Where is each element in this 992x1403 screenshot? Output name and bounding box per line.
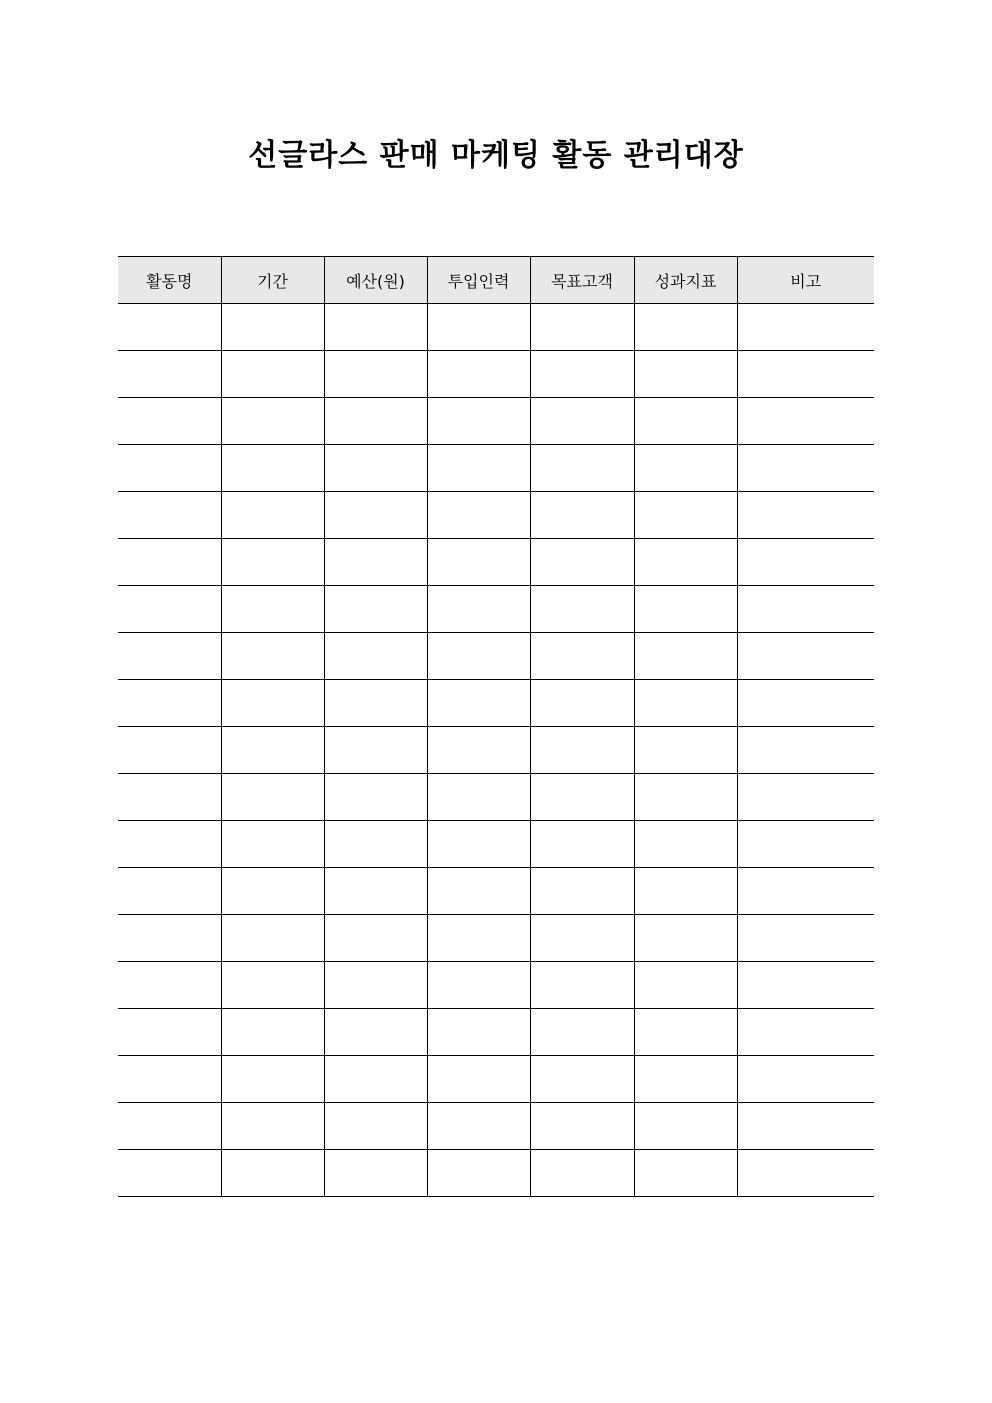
cell-activity-name[interactable] [118,680,221,727]
cell-staff[interactable] [427,1150,530,1197]
cell-budget[interactable] [324,915,427,962]
cell-activity-name[interactable] [118,1103,221,1150]
cell-period[interactable] [221,633,324,680]
cell-activity-name[interactable] [118,1009,221,1056]
cell-kpi[interactable] [634,633,737,680]
table-row [118,1056,874,1103]
table-row [118,1103,874,1150]
cell-target-customer[interactable] [530,445,634,492]
table-row [118,1009,874,1056]
activity-ledger-table [118,256,874,1197]
cell-target-customer[interactable] [530,633,634,680]
cell-period[interactable] [221,868,324,915]
cell-staff[interactable] [427,539,530,586]
table-row [118,821,874,868]
cell-budget[interactable] [324,774,427,821]
cell-activity-name[interactable] [118,304,221,351]
cell-kpi[interactable] [634,398,737,445]
cell-period[interactable] [221,727,324,774]
cell-budget[interactable] [324,445,427,492]
cell-budget[interactable] [324,539,427,586]
cell-staff[interactable] [427,351,530,398]
cell-remarks[interactable] [737,398,874,445]
cell-period[interactable] [221,915,324,962]
cell-staff[interactable] [427,586,530,633]
cell-budget[interactable] [324,633,427,680]
cell-period[interactable] [221,774,324,821]
cell-staff[interactable] [427,633,530,680]
header-period: 기간 [221,257,324,304]
cell-period[interactable] [221,304,324,351]
cell-staff[interactable] [427,821,530,868]
cell-activity-name[interactable] [118,962,221,1009]
cell-budget[interactable] [324,492,427,539]
cell-kpi[interactable] [634,586,737,633]
cell-activity-name[interactable] [118,821,221,868]
cell-staff[interactable] [427,915,530,962]
cell-target-customer[interactable] [530,304,634,351]
cell-period[interactable] [221,680,324,727]
cell-activity-name[interactable] [118,915,221,962]
cell-target-customer[interactable] [530,821,634,868]
cell-remarks[interactable] [737,1150,874,1197]
cell-activity-name[interactable] [118,868,221,915]
cell-activity-name[interactable] [118,1150,221,1197]
cell-remarks[interactable] [737,304,874,351]
cell-remarks[interactable] [737,868,874,915]
cell-period[interactable] [221,1103,324,1150]
cell-remarks[interactable] [737,445,874,492]
cell-remarks[interactable] [737,727,874,774]
cell-budget[interactable] [324,351,427,398]
header-activity-name: 활동명 [118,257,221,304]
table-row [118,633,874,680]
cell-remarks[interactable] [737,962,874,1009]
cell-kpi[interactable] [634,727,737,774]
cell-staff[interactable] [427,492,530,539]
cell-kpi[interactable] [634,539,737,586]
cell-target-customer[interactable] [530,727,634,774]
cell-activity-name[interactable] [118,633,221,680]
cell-target-customer[interactable] [530,1056,634,1103]
cell-budget[interactable] [324,304,427,351]
cell-budget[interactable] [324,398,427,445]
cell-activity-name[interactable] [118,539,221,586]
cell-staff[interactable] [427,868,530,915]
cell-kpi[interactable] [634,304,737,351]
cell-target-customer[interactable] [530,868,634,915]
cell-target-customer[interactable] [530,351,634,398]
cell-kpi[interactable] [634,445,737,492]
cell-activity-name[interactable] [118,492,221,539]
cell-target-customer[interactable] [530,492,634,539]
table-row [118,868,874,915]
cell-period[interactable] [221,1009,324,1056]
cell-budget[interactable] [324,1150,427,1197]
cell-period[interactable] [221,539,324,586]
cell-target-customer[interactable] [530,586,634,633]
header-staff: 투입인력 [427,257,530,304]
cell-target-customer[interactable] [530,539,634,586]
cell-remarks[interactable] [737,492,874,539]
header-row [118,257,874,304]
cell-budget[interactable] [324,1056,427,1103]
cell-activity-name[interactable] [118,586,221,633]
cell-staff[interactable] [427,1009,530,1056]
cell-activity-name[interactable] [118,445,221,492]
cell-staff[interactable] [427,398,530,445]
cell-staff[interactable] [427,1056,530,1103]
table-row [118,445,874,492]
cell-remarks[interactable] [737,633,874,680]
table-row [118,1150,874,1197]
table-row [118,962,874,1009]
cell-kpi[interactable] [634,1103,737,1150]
cell-kpi[interactable] [634,821,737,868]
cell-period[interactable] [221,1056,324,1103]
cell-kpi[interactable] [634,1009,737,1056]
table-row [118,727,874,774]
cell-period[interactable] [221,962,324,1009]
cell-kpi[interactable] [634,680,737,727]
cell-kpi[interactable] [634,492,737,539]
cell-target-customer[interactable] [530,1009,634,1056]
cell-target-customer[interactable] [530,915,634,962]
cell-remarks[interactable] [737,1056,874,1103]
cell-remarks[interactable] [737,586,874,633]
cell-activity-name[interactable] [118,727,221,774]
cell-period[interactable] [221,821,324,868]
table-row [118,539,874,586]
cell-staff[interactable] [427,680,530,727]
cell-staff[interactable] [427,727,530,774]
cell-remarks[interactable] [737,915,874,962]
header-target-customer: 목표고객 [530,257,634,304]
cell-staff[interactable] [427,962,530,1009]
cell-kpi[interactable] [634,1150,737,1197]
table-row [118,680,874,727]
cell-period[interactable] [221,445,324,492]
cell-budget[interactable] [324,1009,427,1056]
table-row [118,304,874,351]
cell-kpi[interactable] [634,962,737,1009]
header-kpi: 성과지표 [634,257,737,304]
cell-target-customer[interactable] [530,774,634,821]
header-remarks: 비고 [737,257,874,304]
cell-activity-name[interactable] [118,398,221,445]
page-title: 선글라스 판매 마케팅 활동 관리대장 [248,138,744,173]
cell-budget[interactable] [324,962,427,1009]
cell-target-customer[interactable] [530,398,634,445]
cell-target-customer[interactable] [530,1150,634,1197]
cell-period[interactable] [221,1150,324,1197]
cell-budget[interactable] [324,680,427,727]
cell-period[interactable] [221,351,324,398]
cell-remarks[interactable] [737,680,874,727]
cell-kpi[interactable] [634,351,737,398]
cell-period[interactable] [221,398,324,445]
cell-period[interactable] [221,492,324,539]
cell-activity-name[interactable] [118,774,221,821]
table-row [118,586,874,633]
cell-target-customer[interactable] [530,962,634,1009]
cell-activity-name[interactable] [118,351,221,398]
header-budget: 예산(원) [324,257,427,304]
cell-remarks[interactable] [737,539,874,586]
table-row [118,915,874,962]
cell-budget[interactable] [324,1103,427,1150]
cell-staff[interactable] [427,774,530,821]
table-body [118,304,874,1197]
cell-kpi[interactable] [634,774,737,821]
cell-kpi[interactable] [634,915,737,962]
cell-target-customer[interactable] [530,1103,634,1150]
cell-period[interactable] [221,586,324,633]
cell-budget[interactable] [324,586,427,633]
cell-remarks[interactable] [737,774,874,821]
cell-budget[interactable] [324,821,427,868]
cell-staff[interactable] [427,1103,530,1150]
cell-staff[interactable] [427,304,530,351]
cell-remarks[interactable] [737,1009,874,1056]
table-row [118,774,874,821]
cell-activity-name[interactable] [118,1056,221,1103]
table-row [118,492,874,539]
cell-remarks[interactable] [737,351,874,398]
table-row [118,351,874,398]
cell-staff[interactable] [427,445,530,492]
cell-remarks[interactable] [737,821,874,868]
cell-budget[interactable] [324,868,427,915]
table-row [118,398,874,445]
table-header [118,257,874,304]
cell-budget[interactable] [324,727,427,774]
cell-kpi[interactable] [634,868,737,915]
cell-kpi[interactable] [634,1056,737,1103]
cell-remarks[interactable] [737,1103,874,1150]
cell-target-customer[interactable] [530,680,634,727]
